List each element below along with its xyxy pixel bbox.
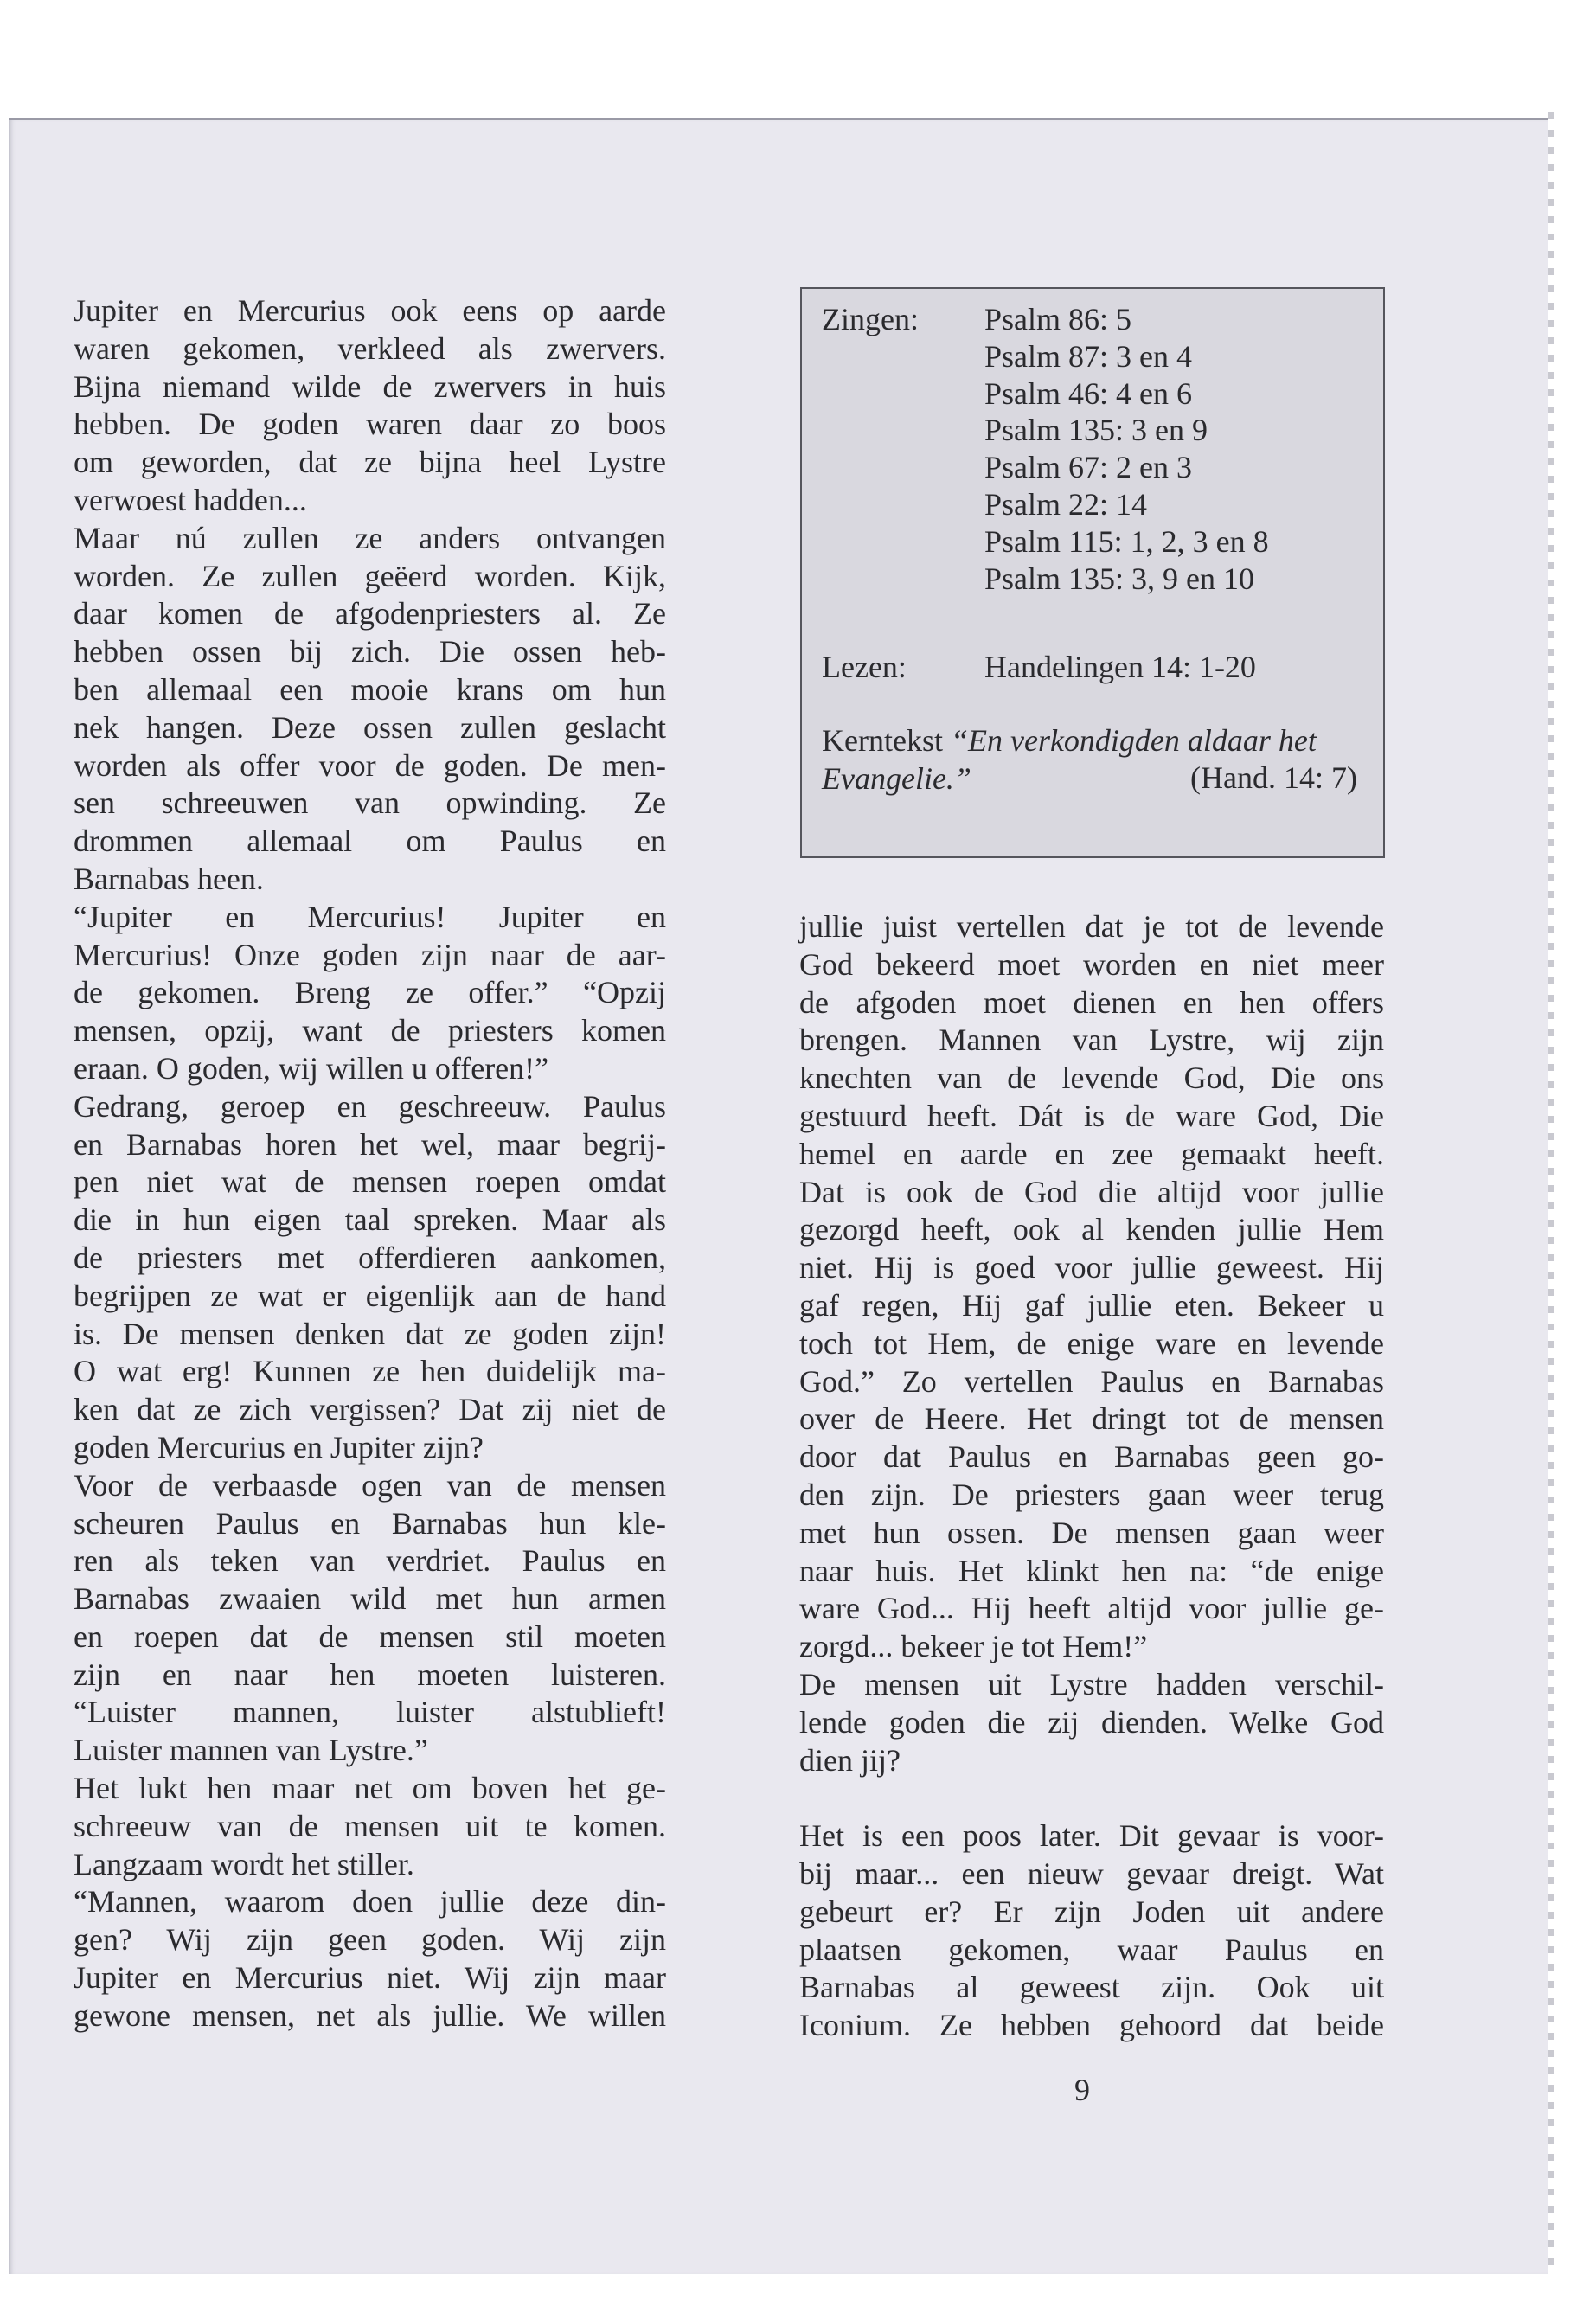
text-line: over de Heere. Het dringt tot de mensen bbox=[799, 1401, 1384, 1437]
text-line: scheuren Paulus en Barnabas hun kle- bbox=[74, 1505, 666, 1541]
psalm-entry: Psalm 22: 14 bbox=[984, 487, 1148, 522]
text-line: hebben. De goden waren daar zo boos bbox=[74, 407, 666, 442]
text-line: verwoest hadden... bbox=[74, 482, 307, 517]
text-line: zorgd... bekeer je tot Hem!” bbox=[799, 1629, 1148, 1664]
text-line: Iconium. Ze hebben gehoord dat beide bbox=[799, 2008, 1384, 2043]
text-line: hemel en aarde en zee gemaakt heeft. bbox=[799, 1136, 1384, 1171]
text-line: naar huis. Het klinkt hen na: “de enige bbox=[799, 1553, 1384, 1588]
psalm-entry: Psalm 115: 1, 2, 3 en 8 bbox=[984, 523, 1269, 559]
text-line: en Barnabas horen het wel, maar begrij- bbox=[74, 1126, 666, 1162]
text-line: gezorgd heeft, ook al kenden jullie Hem bbox=[799, 1212, 1384, 1247]
text-line: gestuurd heeft. Dát is de ware God, Die bbox=[799, 1098, 1384, 1133]
text-line: schreeuw van de mensen uit te komen. bbox=[74, 1808, 666, 1843]
text-line: jullie juist vertellen dat je tot de levende bbox=[799, 909, 1384, 944]
psalm-entry: Psalm 87: 3 en 4 bbox=[984, 338, 1192, 374]
text-line: nek hangen. Deze ossen zullen geslacht bbox=[74, 709, 666, 745]
kerntekst-quote: “En verkondigden aldaar het Evangelie.” bbox=[822, 723, 1317, 796]
sing-label: Zingen: bbox=[822, 302, 919, 336]
text-line: Het is een poos later. Dit gevaar is voor- bbox=[799, 1818, 1384, 1854]
text-line: Dat is ook de God die altijd voor jullie bbox=[799, 1174, 1384, 1209]
text-line: de priesters met offerdieren aankomen, bbox=[74, 1240, 666, 1275]
text-line: den zijn. De priesters gaan weer terug bbox=[799, 1477, 1384, 1512]
page-number: 9 bbox=[1074, 2073, 1090, 2107]
paragraph bbox=[74, 1088, 666, 1467]
text-line: de afgoden moet dienen en hen offers bbox=[799, 984, 1384, 1020]
psalm-entry: Psalm 67: 2 en 3 bbox=[984, 450, 1192, 485]
text-line: dien jij? bbox=[799, 1742, 901, 1778]
text-line: drommen allemaal om Paulus en bbox=[74, 824, 666, 859]
text-line: de gekomen. Breng ze offer.” “Opzij bbox=[74, 975, 666, 1010]
text-line: Jupiter en Mercurius ook eens op aarde bbox=[74, 293, 666, 328]
kerntekst-label: Kerntekst bbox=[822, 723, 943, 758]
text-line: brengen. Mannen van Lystre, wij zijn bbox=[799, 1022, 1384, 1058]
right-column bbox=[799, 908, 1384, 2045]
text-line: goden Mercurius en Jupiter zijn? bbox=[74, 1429, 484, 1465]
left-column bbox=[74, 292, 666, 2035]
text-line: zijn en naar hen moeten luisteren. bbox=[74, 1657, 666, 1692]
paragraph bbox=[799, 1666, 1384, 1779]
text-line: mensen, opzij, want de priesters komen bbox=[74, 1013, 666, 1048]
paragraph bbox=[74, 1467, 666, 1770]
text-line: gebeurt er? Er zijn Joden uit andere bbox=[799, 1894, 1384, 1929]
text-line: ken dat ze zich vergissen? Dat zij niet de bbox=[74, 1392, 666, 1427]
text-line: sen schreeuwen van opwinding. Ze bbox=[74, 785, 666, 821]
text-line: ben allemaal een mooie krans om hun bbox=[74, 671, 666, 707]
text-line: ware God... Hij heeft altijd voor jullie ge- bbox=[799, 1591, 1384, 1626]
text-line: daar komen de afgodenpriesters al. Ze bbox=[74, 596, 666, 631]
text-line: worden. Ze zullen geëerd worden. Kijk, bbox=[74, 558, 666, 593]
kerntekst-reference: (Hand. 14: 7) bbox=[1190, 760, 1357, 795]
psalm-entry: Psalm 86: 5 bbox=[984, 302, 1132, 336]
text-line: De mensen uit Lystre hadden verschil- bbox=[799, 1666, 1384, 1702]
text-line: knechten van de levende God, Die ons bbox=[799, 1061, 1384, 1096]
text-line: Barnabas al geweest zijn. Ook uit bbox=[799, 1970, 1384, 2005]
text-line: waren gekomen, verkleed als zwervers. bbox=[74, 330, 666, 366]
text-line: met hun ossen. De mensen gaan weer bbox=[799, 1515, 1384, 1550]
text-line: Gedrang, geroep en geschreeuw. Paulus bbox=[74, 1088, 666, 1124]
text-line: en roepen dat de mensen stil moeten bbox=[74, 1618, 666, 1654]
text-line: Jupiter en Mercurius niet. Wij zijn maar bbox=[74, 1960, 666, 1996]
text-line: eraan. O goden, wij willen u offeren!” bbox=[74, 1050, 549, 1086]
read-label: Lezen: bbox=[822, 650, 907, 684]
paragraph bbox=[74, 520, 666, 899]
paragraph bbox=[74, 292, 666, 520]
text-line: “Luister mannen, luister alstublieft! bbox=[74, 1695, 666, 1730]
text-line: God.” Zo vertellen Paulus en Barnabas bbox=[799, 1363, 1384, 1399]
text-line: O wat erg! Kunnen ze hen duidelijk ma- bbox=[74, 1354, 666, 1389]
text-line: plaatsen gekomen, waar Paulus en bbox=[799, 1932, 1384, 1967]
text-line: ren als teken van verdriet. Paulus en bbox=[74, 1543, 666, 1579]
text-line: lende goden die zij dienden. Welke God bbox=[799, 1704, 1384, 1740]
text-line: toch tot Hem, de enige ware en levende bbox=[799, 1325, 1384, 1361]
psalm-entry: Psalm 135: 3 en 9 bbox=[984, 413, 1208, 448]
paragraph bbox=[799, 908, 1384, 1666]
text-line: “Mannen, waarom doen jullie deze din- bbox=[74, 1884, 666, 1920]
reading: Handelingen 14: 1-20 bbox=[984, 650, 1256, 684]
text-line: gewone mensen, net als jullie. We willen bbox=[74, 1997, 666, 2033]
paragraph bbox=[74, 1883, 666, 2035]
text-line: God bekeerd moet worden en niet meer bbox=[799, 946, 1384, 982]
text-line: pen niet wat de mensen roepen omdat bbox=[74, 1164, 666, 1200]
text-line: hebben ossen bij zich. Die ossen heb- bbox=[74, 634, 666, 670]
text-line: Barnabas zwaaien wild met hun armen bbox=[74, 1581, 666, 1617]
text-line: die in hun eigen taal spreken. Maar als bbox=[74, 1202, 666, 1238]
text-line: gaf regen, Hij gaf jullie eten. Bekeer u bbox=[799, 1287, 1384, 1323]
text-line: is. De mensen denken dat ze goden zijn! bbox=[74, 1316, 666, 1351]
text-line: Voor de verbaasde ogen van de mensen bbox=[74, 1467, 666, 1503]
text-line: niet. Hij is goed voor jullie geweest. Hij bbox=[799, 1250, 1384, 1285]
text-line: Barnabas heen. bbox=[74, 861, 264, 896]
text-line: door dat Paulus en Barnabas geen go- bbox=[799, 1439, 1384, 1475]
paragraph-gap bbox=[799, 1779, 1384, 1817]
paragraph bbox=[74, 899, 666, 1088]
page-edge bbox=[1548, 112, 1554, 2275]
text-line: Maar nú zullen ze anders ontvangen bbox=[74, 520, 666, 555]
liturgy-box bbox=[800, 287, 1385, 858]
text-line: bij maar... een nieuw gevaar dreigt. Wat bbox=[799, 1856, 1384, 1891]
text-line: Mercurius! Onze goden zijn naar de aar- bbox=[74, 937, 666, 972]
text-line: worden als offer voor de goden. De men- bbox=[74, 747, 666, 783]
text-line: gen? Wij zijn geen goden. Wij zijn bbox=[74, 1922, 666, 1958]
paragraph bbox=[74, 1770, 666, 1883]
psalm-entry: Psalm 135: 3, 9 en 10 bbox=[984, 561, 1254, 596]
psalm-entry: Psalm 46: 4 en 6 bbox=[984, 375, 1192, 411]
text-line: Luister mannen van Lystre.” bbox=[74, 1733, 428, 1768]
text-line: “Jupiter en Mercurius! Jupiter en bbox=[74, 899, 666, 934]
paragraph bbox=[799, 1817, 1384, 2045]
text-line: Langzaam wordt het stiller. bbox=[74, 1846, 414, 1881]
text-line: Het lukt hen maar net om boven het ge- bbox=[74, 1771, 666, 1806]
text-line: begrijpen ze wat er eigenlijk aan de hand bbox=[74, 1278, 666, 1313]
text-line: Bijna niemand wilde de zwervers in huis bbox=[74, 369, 666, 404]
text-line: om geworden, dat ze bijna heel Lystre bbox=[74, 445, 666, 480]
